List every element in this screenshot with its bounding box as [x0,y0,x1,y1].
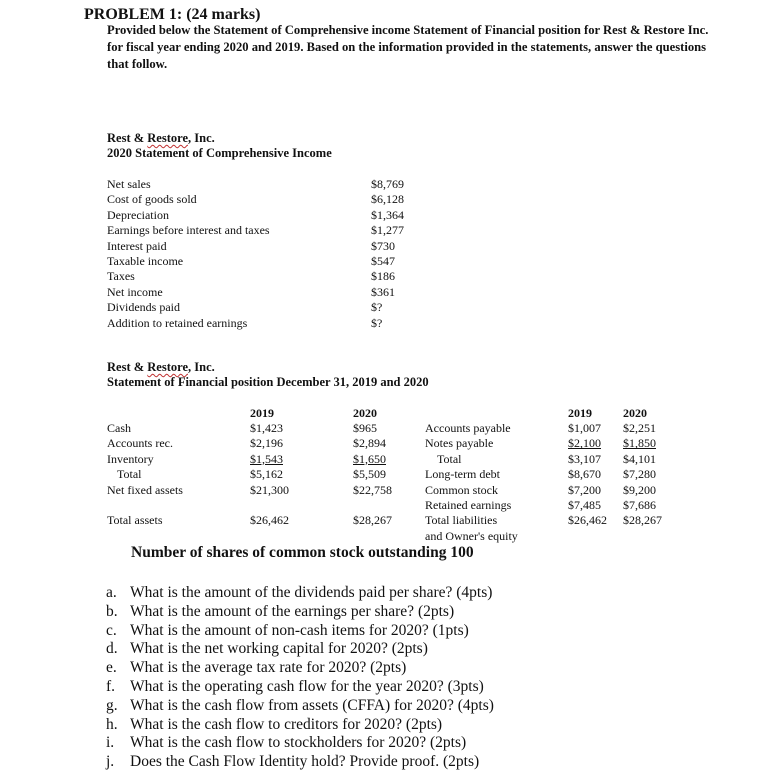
liability-label: Total liabilities [425,513,498,528]
asset-value: $5,162 [250,467,283,482]
asset-value: $1,650 [353,451,386,466]
income-labels [107,177,270,331]
asset-value: $965 [353,421,377,435]
asset-labels [107,421,183,498]
liability-value: $9,200 [623,482,656,497]
liability-value: $3,107 [568,451,601,466]
liability-value: $7,280 [623,467,656,482]
liabilities-year-2019: 2019 [568,406,592,420]
income-value: $186 [371,269,395,284]
liability-value: $26,462 [568,513,607,528]
income-label: Cost of goods sold [107,192,197,207]
income-label: Addition to retained earnings [107,315,248,330]
income-value: $547 [371,253,395,268]
question-item: h. What is the cash flow to creditors for 2020? (2pts) [106,715,443,733]
asset-value: $28,267 [353,513,392,527]
asset-label: Total [117,467,142,482]
asset-label: Total assets [107,513,163,527]
asset-values-2019 [250,421,289,498]
asset-label: Accounts rec. [107,436,173,451]
question-item: g. What is the cash flow from assets (CFFA) for 2020? (4pts) [106,696,494,714]
problem-heading: PROBLEM 1: (24 marks) [84,6,261,23]
question-item: i. What is the cash flow to stockholders for 2020? (2pts) [106,734,467,752]
asset-value: $1,543 [250,451,283,466]
asset-value: $1,423 [250,421,283,435]
liability-value: $8,670 [568,467,601,482]
income-value: $? [371,300,383,315]
problem-intro: Provided below the Statement of Comprehensive income Statement of Financial position for Rest & Restore Inc. for fiscal year ending 2020 and 2019. Based on the information provided in the statements, answer the questions that follow. [107,23,709,71]
income-label: Interest paid [107,238,167,253]
liability-labels [425,421,518,544]
liability-value: $4,101 [623,451,656,466]
asset-label: Net fixed assets [107,482,183,497]
income-label: Dividends paid [107,300,180,315]
assets-year-2020: 2020 [353,406,377,420]
question-item: a. What is the amount of the dividends paid per share? (4pts) [106,584,493,601]
income-value: $6,128 [371,192,404,207]
income-value: $730 [371,238,395,253]
income-label: Depreciation [107,207,169,222]
liability-value: $1,850 [623,436,656,451]
question-item: f. What is the operating cash flow for the year 2020? (3pts) [106,677,484,695]
asset-value: $5,509 [353,467,386,482]
liability-values-2019 [568,421,607,529]
liability-value: $7,485 [568,497,601,512]
liability-value: $28,267 [623,513,662,528]
liability-label: Total [437,451,462,466]
liability-value: $7,686 [623,497,656,512]
question-item: j. Does the Cash Flow Identity hold? Provide proof. (2pts) [106,753,480,771]
shares-outstanding-note: Number of shares of common stock outstanding 100 [131,544,474,561]
liability-label: Long-term debt [425,467,500,482]
question-item: b. What is the amount of the earnings per share? (2pts) [106,602,455,620]
income-values [371,177,404,331]
asset-label: Inventory [107,451,154,466]
income-company-name: Rest & Restore, Inc. [107,131,215,145]
liability-label: Common stock [425,482,499,497]
asset-value: $26,462 [250,513,289,527]
liability-label: Retained earnings [425,497,512,512]
asset-label: Cash [107,421,131,435]
liability-value: $2,100 [568,436,601,451]
income-statement-title: 2020 Statement of Comprehensive Income [107,146,332,160]
question-item: e. What is the average tax rate for 2020? (2pts) [106,659,407,677]
income-value: $8,769 [371,177,404,191]
income-value: $? [371,315,383,330]
liability-value: $1,007 [568,421,601,435]
liabilities-year-2020: 2020 [623,406,647,420]
income-label: Taxable income [107,253,184,268]
income-label: Taxes [107,269,135,284]
asset-value: $22,758 [353,482,392,497]
income-value: $361 [371,284,395,299]
liability-label: Accounts payable [425,421,511,435]
asset-value: $2,196 [250,436,283,451]
asset-values-2020 [353,421,392,498]
liability-label: Notes payable [425,436,494,451]
asset-value: $2,894 [353,436,386,451]
income-label: Net income [107,284,163,299]
income-label: Net sales [107,177,151,191]
question-list [106,584,494,772]
question-item: d. What is the net working capital for 2020? (2pts) [106,640,428,658]
balance-company-name: Rest & Restore, Inc. [107,360,215,374]
liability-value: $2,251 [623,421,656,435]
income-value: $1,277 [371,223,404,238]
income-label: Earnings before interest and taxes [107,223,270,238]
question-item: c. What is the amount of non-cash items for 2020? (1pts) [106,621,469,639]
assets-year-2019: 2019 [250,406,274,420]
liability-value: $7,200 [568,482,601,497]
income-value: $1,364 [371,207,404,222]
liability-values-2020 [623,421,662,529]
liability-label: and Owner's equity [425,528,518,543]
balance-sheet-title: Statement of Financial position December 31, 2019 and 2020 [107,375,429,389]
asset-value: $21,300 [250,482,289,497]
